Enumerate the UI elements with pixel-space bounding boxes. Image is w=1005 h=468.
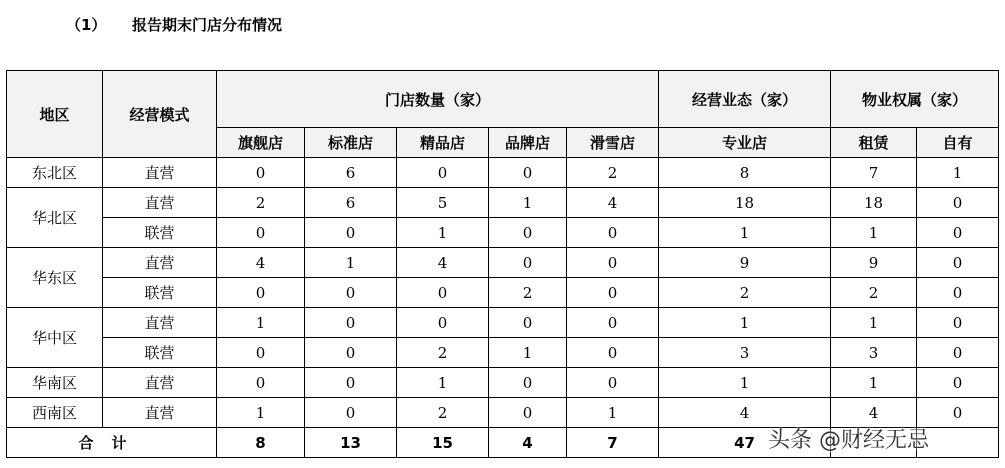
total-brand: 4 xyxy=(489,428,567,458)
brand-cell: 0 xyxy=(489,368,567,398)
mode-cell: 联营 xyxy=(103,218,217,248)
region-cell: 东北区 xyxy=(7,158,103,188)
table-row xyxy=(7,338,999,368)
region-cell: 华北区 xyxy=(7,188,103,248)
standard-cell: 1 xyxy=(305,248,397,278)
table-row xyxy=(7,278,999,308)
region-cell: 华东区 xyxy=(7,248,103,308)
standard-cell: 0 xyxy=(305,218,397,248)
brand-cell: 0 xyxy=(489,398,567,428)
boutique-cell: 2 xyxy=(397,398,489,428)
standard-cell: 0 xyxy=(305,338,397,368)
header-own: 自有 xyxy=(917,128,999,158)
brand-cell: 1 xyxy=(489,338,567,368)
store-distribution-table xyxy=(6,70,999,458)
table-row xyxy=(7,308,999,338)
section-number: （1） xyxy=(66,16,107,34)
boutique-cell: 1 xyxy=(397,368,489,398)
mode-cell: 直营 xyxy=(103,158,217,188)
total-flagship: 8 xyxy=(217,428,305,458)
lease-cell: 1 xyxy=(831,218,917,248)
header-standard: 标准店 xyxy=(305,128,397,158)
table-row xyxy=(7,248,999,278)
header-brand: 品牌店 xyxy=(489,128,567,158)
header-boutique: 精品店 xyxy=(397,128,489,158)
mode-cell: 直营 xyxy=(103,188,217,218)
brand-cell: 1 xyxy=(489,188,567,218)
lease-cell: 1 xyxy=(831,308,917,338)
ski-cell: 0 xyxy=(567,218,659,248)
header-specialty: 专业店 xyxy=(659,128,831,158)
brand-cell: 0 xyxy=(489,218,567,248)
own-cell: 0 xyxy=(917,278,999,308)
mode-cell: 直营 xyxy=(103,248,217,278)
specialty-cell: 8 xyxy=(659,158,831,188)
standard-cell: 6 xyxy=(305,188,397,218)
flagship-cell: 0 xyxy=(217,278,305,308)
watermark: 头条 @财经无忌 xyxy=(768,428,929,453)
flagship-cell: 1 xyxy=(217,398,305,428)
standard-cell: 6 xyxy=(305,158,397,188)
region-cell: 华南区 xyxy=(7,368,103,398)
mode-cell: 联营 xyxy=(103,338,217,368)
specialty-cell: 2 xyxy=(659,278,831,308)
own-cell: 0 xyxy=(917,368,999,398)
brand-cell: 0 xyxy=(489,308,567,338)
boutique-cell: 0 xyxy=(397,278,489,308)
specialty-cell: 4 xyxy=(659,398,831,428)
mode-cell: 直营 xyxy=(103,398,217,428)
boutique-cell: 4 xyxy=(397,248,489,278)
boutique-cell: 2 xyxy=(397,338,489,368)
region-cell: 华中区 xyxy=(7,308,103,368)
lease-cell: 2 xyxy=(831,278,917,308)
brand-cell: 2 xyxy=(489,278,567,308)
table-row xyxy=(7,218,999,248)
header-flagship: 旗舰店 xyxy=(217,128,305,158)
ski-cell: 4 xyxy=(567,188,659,218)
own-cell: 0 xyxy=(917,248,999,278)
lease-cell: 3 xyxy=(831,338,917,368)
own-cell: 1 xyxy=(917,158,999,188)
table-row xyxy=(7,158,999,188)
own-cell: 0 xyxy=(917,398,999,428)
total-label-text: 合计 xyxy=(78,434,145,452)
own-cell: 0 xyxy=(917,308,999,338)
mode-cell: 直营 xyxy=(103,308,217,338)
total-boutique: 15 xyxy=(397,428,489,458)
own-cell: 0 xyxy=(917,188,999,218)
flagship-cell: 2 xyxy=(217,188,305,218)
total-standard: 13 xyxy=(305,428,397,458)
total-specialty: 47 xyxy=(659,428,831,458)
header-row-group xyxy=(7,71,999,128)
flagship-cell: 0 xyxy=(217,218,305,248)
lease-cell: 9 xyxy=(831,248,917,278)
flagship-cell: 0 xyxy=(217,338,305,368)
boutique-cell: 0 xyxy=(397,158,489,188)
standard-cell: 0 xyxy=(305,398,397,428)
header-lease: 租赁 xyxy=(831,128,917,158)
ski-cell: 0 xyxy=(567,338,659,368)
ski-cell: 0 xyxy=(567,248,659,278)
section-heading xyxy=(66,14,282,35)
mode-cell: 联营 xyxy=(103,278,217,308)
standard-cell: 0 xyxy=(305,368,397,398)
header-mode: 经营模式 xyxy=(103,71,217,158)
header-format: 经营业态（家） xyxy=(659,71,831,128)
specialty-cell: 1 xyxy=(659,368,831,398)
boutique-cell: 1 xyxy=(397,218,489,248)
boutique-cell: 0 xyxy=(397,308,489,338)
total-ski: 7 xyxy=(567,428,659,458)
flagship-cell: 1 xyxy=(217,308,305,338)
specialty-cell: 9 xyxy=(659,248,831,278)
ski-cell: 2 xyxy=(567,158,659,188)
own-cell: 0 xyxy=(917,218,999,248)
flagship-cell: 4 xyxy=(217,248,305,278)
standard-cell: 0 xyxy=(305,278,397,308)
ski-cell: 1 xyxy=(567,398,659,428)
flagship-cell: 0 xyxy=(217,158,305,188)
flagship-cell: 0 xyxy=(217,368,305,398)
total-label xyxy=(7,428,217,458)
mode-cell: 直营 xyxy=(103,368,217,398)
specialty-cell: 1 xyxy=(659,308,831,338)
table-row xyxy=(7,188,999,218)
lease-cell: 18 xyxy=(831,188,917,218)
lease-cell: 4 xyxy=(831,398,917,428)
lease-cell: 7 xyxy=(831,158,917,188)
table-row xyxy=(7,368,999,398)
specialty-cell: 3 xyxy=(659,338,831,368)
header-property: 物业权属（家） xyxy=(831,71,999,128)
specialty-cell: 18 xyxy=(659,188,831,218)
standard-cell: 0 xyxy=(305,308,397,338)
brand-cell: 0 xyxy=(489,158,567,188)
ski-cell: 0 xyxy=(567,308,659,338)
specialty-cell: 1 xyxy=(659,218,831,248)
ski-cell: 0 xyxy=(567,368,659,398)
header-store-count: 门店数量（家） xyxy=(217,71,659,128)
header-ski: 滑雪店 xyxy=(567,128,659,158)
ski-cell: 0 xyxy=(567,278,659,308)
header-region: 地区 xyxy=(7,71,103,158)
brand-cell: 0 xyxy=(489,248,567,278)
own-cell: 0 xyxy=(917,338,999,368)
lease-cell: 1 xyxy=(831,368,917,398)
section-title: 报告期末门店分布情况 xyxy=(132,16,283,34)
region-cell: 西南区 xyxy=(7,398,103,428)
boutique-cell: 5 xyxy=(397,188,489,218)
